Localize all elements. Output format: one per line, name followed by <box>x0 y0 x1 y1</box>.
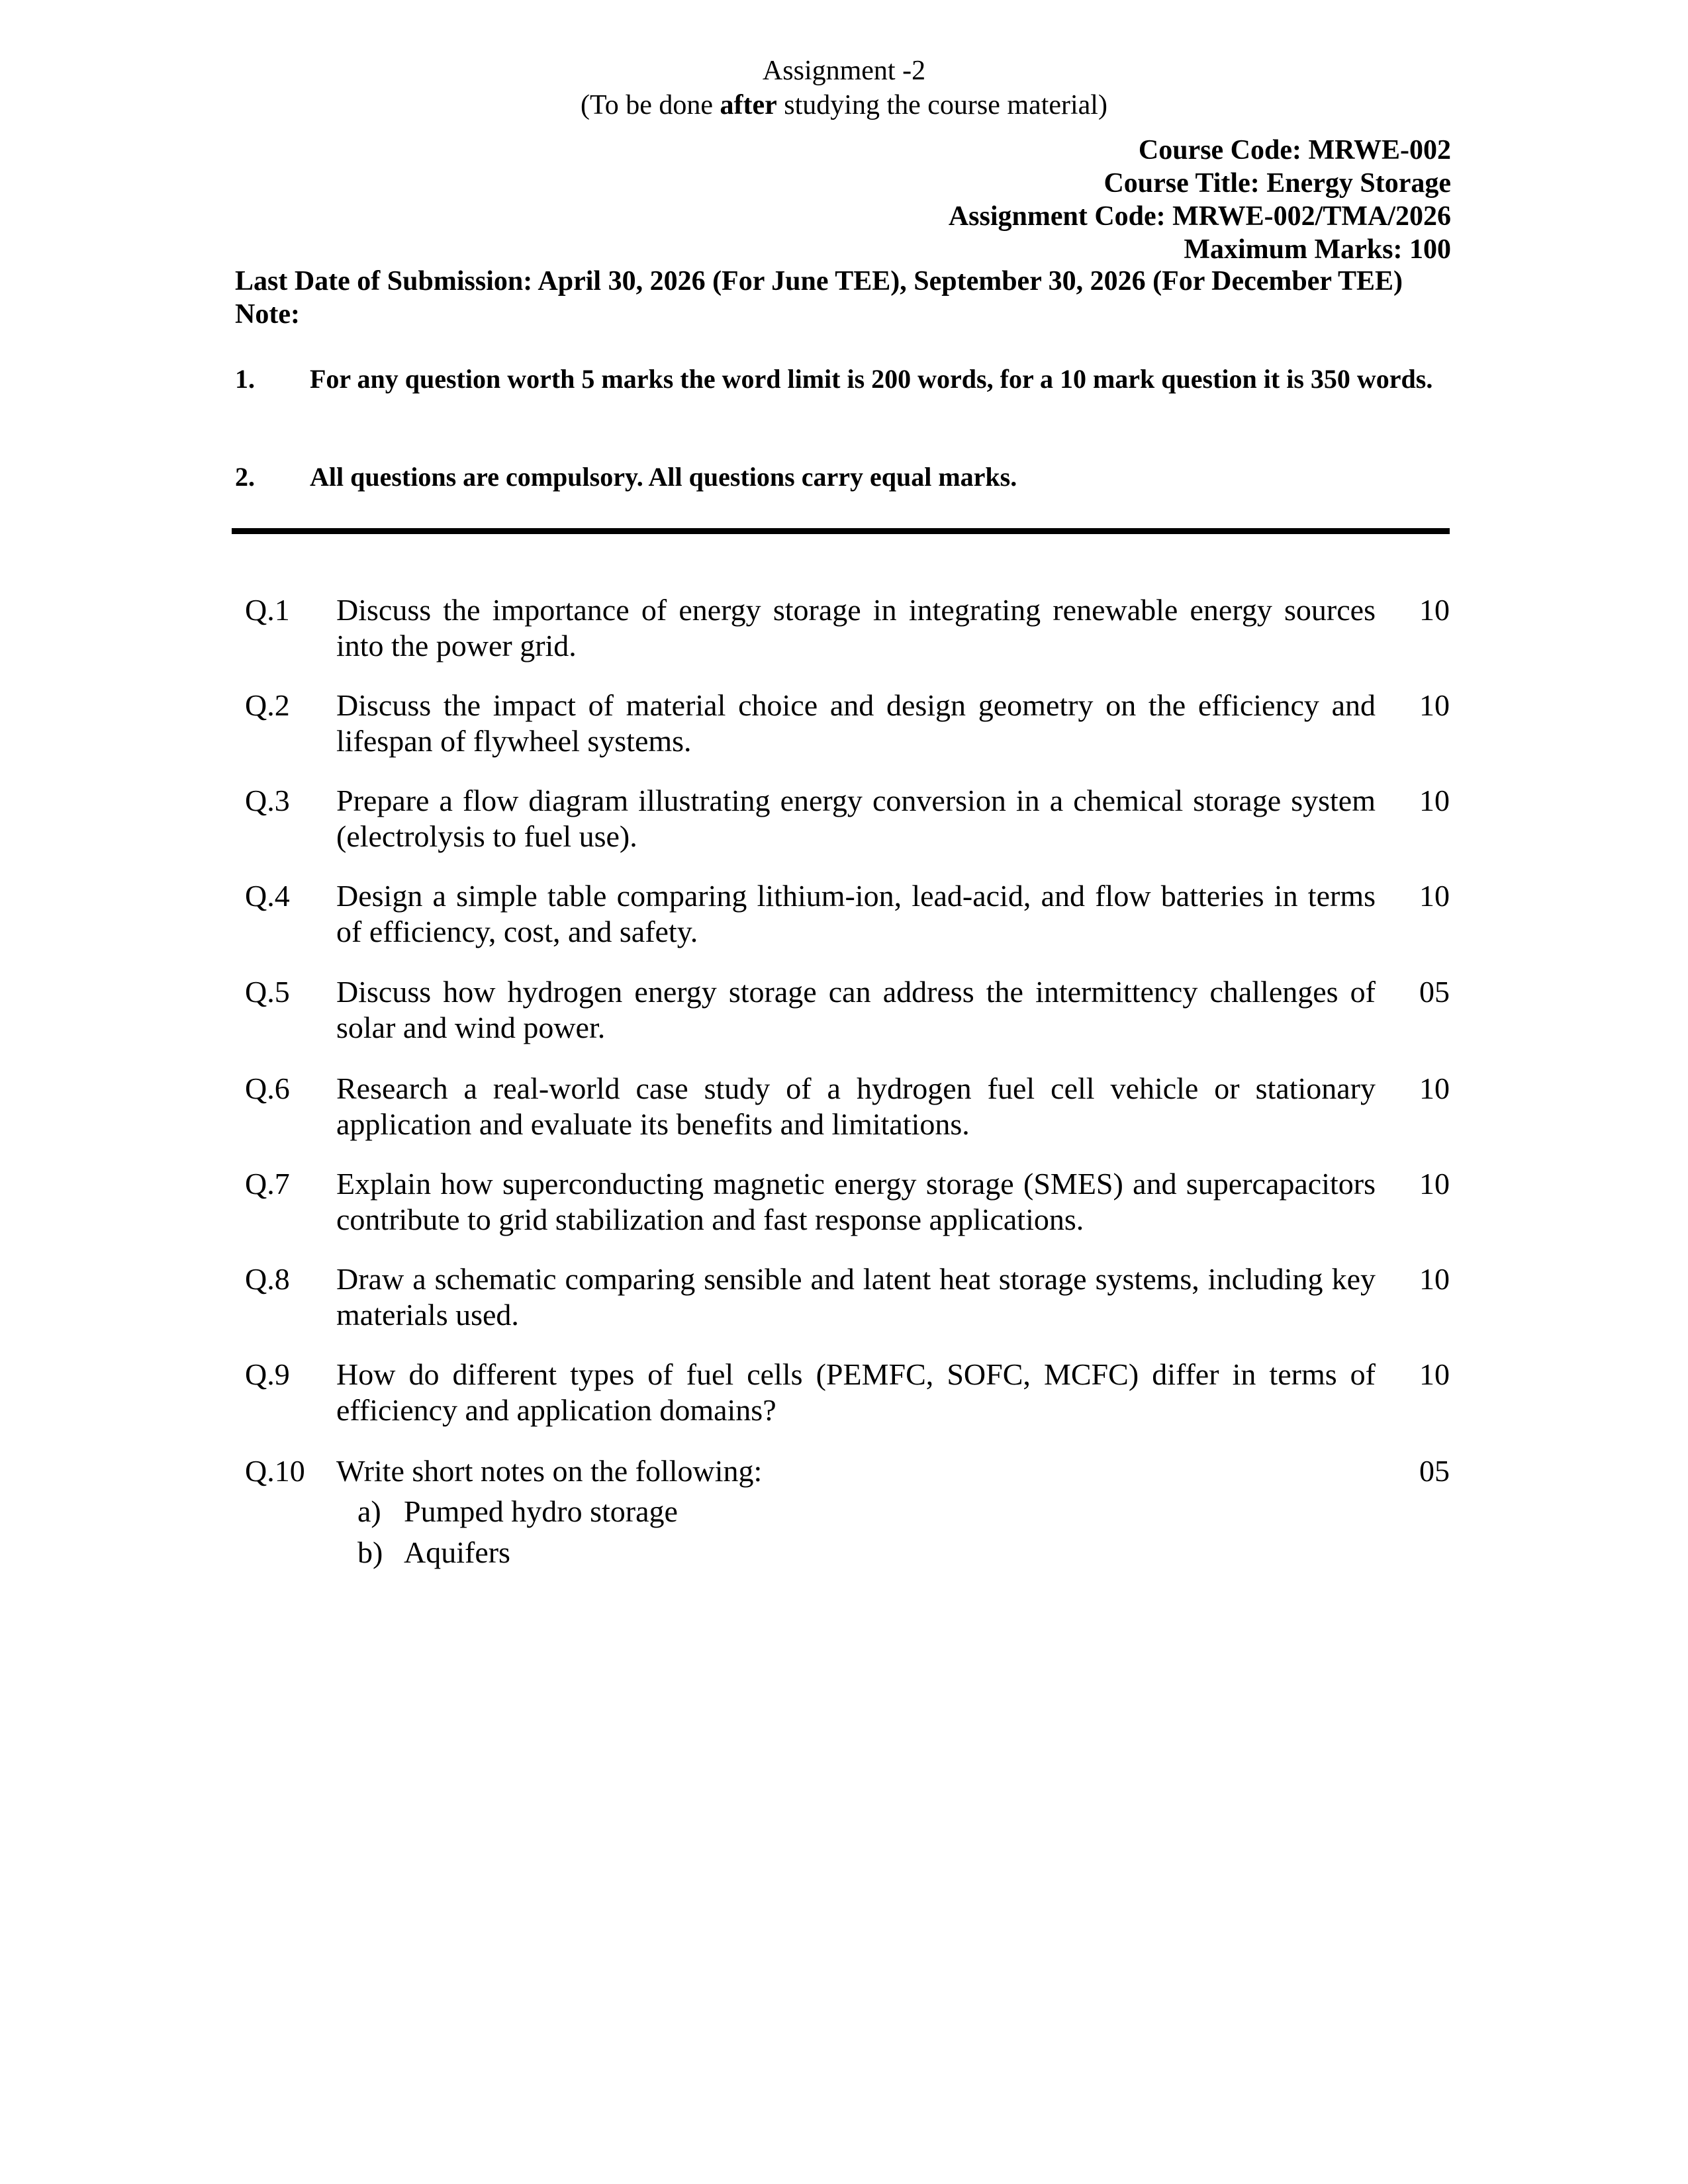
question-marks: 05 <box>1419 975 1450 1009</box>
maximum-marks: Maximum Marks: 100 <box>1184 234 1451 265</box>
course-code: Course Code: MRWE-002 <box>1138 135 1451 165</box>
question-label: Q.4 <box>245 879 290 913</box>
question-label: Q.9 <box>245 1357 290 1391</box>
question-text: Draw a schematic comparing sensible and latent heat storage systems, including key materials used. <box>336 1262 1376 1332</box>
assignment-code: Assignment Code: MRWE-002/TMA/2026 <box>948 201 1451 232</box>
sub-item-label: a) <box>357 1494 381 1528</box>
question-text: Explain how superconducting magnetic energy storage (SMES) and supercapacitors contribute to grid stabilization and fast response applications. <box>336 1167 1376 1236</box>
note-text: All questions are compulsory. All questions carry equal marks. <box>310 462 1017 492</box>
assignment-title: Assignment -2 <box>762 56 926 86</box>
assignment-subtitle <box>0 89 1688 122</box>
question-marks: 10 <box>1419 1357 1450 1391</box>
question-text: Prepare a flow diagram illustrating energy conversion in a chemical storage system (electrolysis to fuel use). <box>336 784 1376 853</box>
sub-item-text: Aquifers <box>404 1535 510 1569</box>
question-label: Q.1 <box>245 593 290 627</box>
note-label: Note: <box>235 299 300 330</box>
question-label: Q.3 <box>245 784 290 817</box>
question-label: Q.8 <box>245 1262 290 1296</box>
subtitle-bold: after <box>720 90 777 120</box>
question-marks: 10 <box>1419 784 1450 817</box>
question-label: Q.10 <box>245 1454 305 1488</box>
question-label: Q.7 <box>245 1167 290 1201</box>
question-text: Research a real-world case study of a hydrogen fuel cell vehicle or stationary application and evaluate its benefits and limitations. <box>336 1071 1376 1141</box>
question-text: How do different types of fuel cells (PEMFC, SOFC, MCFC) differ in terms of efficiency and application domains? <box>336 1357 1376 1427</box>
question-marks: 05 <box>1419 1454 1450 1488</box>
sub-item <box>357 1533 510 1572</box>
note-number: 2. <box>235 462 255 492</box>
question-marks: 10 <box>1419 879 1450 913</box>
question-label: Q.2 <box>245 688 290 722</box>
question-marks: 10 <box>1419 688 1450 722</box>
question-label: Q.5 <box>245 975 290 1009</box>
question-marks: 10 <box>1419 1167 1450 1201</box>
last-date-of-submission: Last Date of Submission: April 30, 2026 (For June TEE), September 30, 2026 (For December TEE) <box>235 266 1403 296</box>
question-marks: 10 <box>1419 1262 1450 1296</box>
horizontal-divider <box>232 528 1450 534</box>
question-text: Discuss the impact of material choice and design geometry on the efficiency and lifespan of flywheel systems. <box>336 688 1376 758</box>
question-marks: 10 <box>1419 593 1450 627</box>
sub-item-text: Pumped hydro storage <box>404 1494 678 1528</box>
subtitle-pre: (To be done <box>581 90 720 120</box>
sub-item-label: b) <box>357 1535 383 1569</box>
subtitle-post: studying the course material) <box>776 90 1107 120</box>
note-number: 1. <box>235 364 255 394</box>
question-text: Discuss the importance of energy storage in integrating renewable energy sources into the power grid. <box>336 593 1376 662</box>
question-marks: 10 <box>1419 1071 1450 1105</box>
question-label: Q.6 <box>245 1071 290 1105</box>
question-text: Discuss how hydrogen energy storage can address the intermittency challenges of solar and wind power. <box>336 975 1376 1044</box>
course-title: Course Title: Energy Storage <box>1103 168 1451 199</box>
question-text: Design a simple table comparing lithium-ion, lead-acid, and flow batteries in terms of efficiency, cost, and safety. <box>336 879 1376 948</box>
note-text: For any question worth 5 marks the word limit is 200 words, for a 10 mark question it is 350 words. <box>310 364 1433 394</box>
sub-item <box>357 1492 678 1531</box>
question-text: Write short notes on the following: <box>336 1454 763 1488</box>
